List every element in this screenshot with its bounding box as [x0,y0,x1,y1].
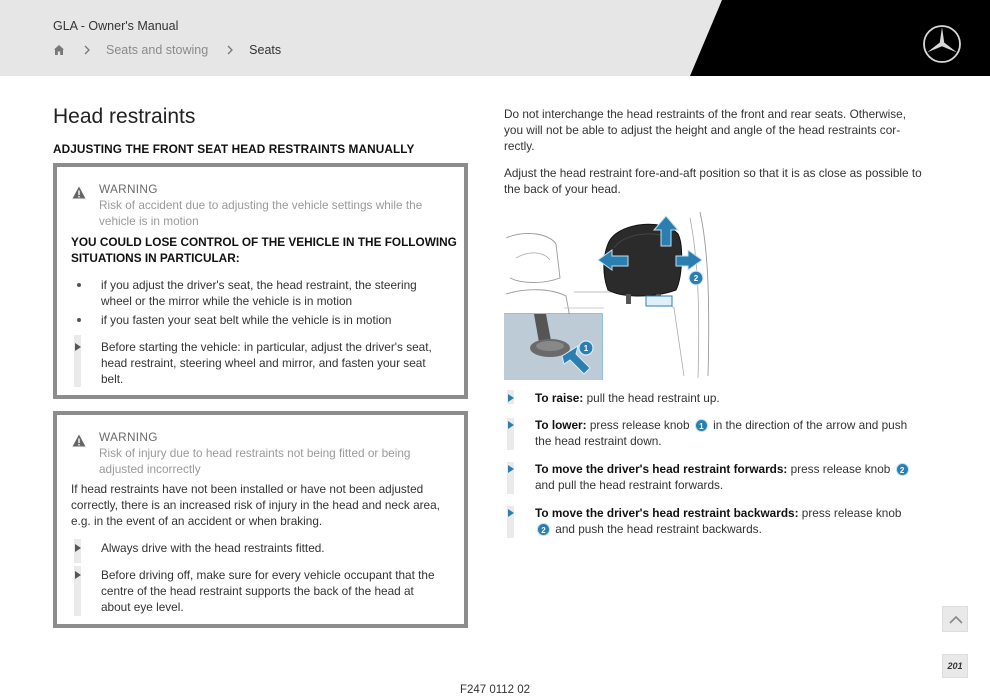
section-heading: ADJUSTING THE FRONT SEAT HEAD RESTRAINTS MANUALLY [53,142,415,156]
warning-label: WARNING [99,182,158,196]
bullet-icon [77,318,81,322]
warning-triangle-icon [72,434,86,447]
step-arrow-icon [508,421,514,429]
knob-2-badge: 2 [896,463,909,476]
list-item: if you adjust the driver's seat, the head restraint, the steering wheel or the mirror while the vehicle is in motion [101,278,417,308]
figure-code: F247 0112 02 [459,684,531,696]
warning-caps-heading: YOU COULD LOSE CONTROL OF THE VEHICLE IN THE FOLLOWING SITUATIONS IN PARTICULAR: [71,235,457,265]
chevron-up-icon [943,607,969,633]
step-arrow-icon [508,465,514,473]
warning-step: Before driving off, make sure for every vehicle occupant that the centre of the head restraint supports the back of the head at about eye level. [101,568,435,614]
mercedes-star-logo[interactable] [922,24,962,64]
step-arrow-icon [508,509,514,517]
knob-2-badge: 2 [537,523,550,536]
knob-1-badge: 1 [695,419,708,432]
figure-callout-1: 1 [583,344,589,353]
warning-triangle-icon [72,186,86,199]
step-lower: To lower: press release knob 1 in the direction of the arrow and push the head restraint down. [535,418,908,448]
step-arrow-icon [75,544,81,552]
warning-step: Before starting the vehicle: in particular, adjust the driver's seat, head restraint, steering wheel and mirror, and fasten your seat belt. [101,340,432,386]
step-move-forwards: To move the driver's head restraint forwards: press release knob 2 and pull the head restraint forwards. [535,461,920,493]
warning-step: Always drive with the head restraints fitted. [101,541,325,555]
breadcrumb [53,42,281,58]
page-number-badge[interactable]: 201 [942,654,968,678]
interchange-note: Do not interchange the head restraints of the front and rear seats. Otherwise, you will not be able to adjust the height and angle of the head restraints correctly. [504,107,906,153]
step-arrow-icon [75,571,81,579]
warning-label: WARNING [99,430,158,444]
step-raise: To raise: pull the head restraint up. [535,391,720,405]
step-arrow-icon [75,343,81,351]
warning-box-accident [53,163,468,399]
step-arrow-icon [508,394,514,402]
adjust-note: Adjust the head restraint fore-and-aft position so that it is as close as possible to the back of your head. [504,166,922,196]
page-title: Head restraints [53,105,196,128]
bullet-icon [77,283,81,287]
chevron-right-icon [226,45,234,55]
home-icon[interactable] [53,44,65,56]
step-move-backwards: To move the driver's head restraint backwards: press release knob 2 and push the head restraint backwards. [535,506,902,536]
warning-subtitle: Risk of injury due to head restraints not being fitted or being adjusted incorrectly [99,446,411,476]
warning-box-injury [53,411,468,628]
warning-subtitle: Risk of accident due to adjusting the vehicle settings while the vehicle is in motion [99,198,423,228]
manual-title: GLA - Owner's Manual [53,19,179,33]
warning-body: If head restraints have not been installed or have not been adjusted correctly, there is an increased risk of injury in the head and neck area, e.g. in the event of an accident or when braking. [71,482,440,528]
figure-callout-2: 2 [693,274,699,283]
head-restraint-illustration [504,208,712,380]
breadcrumb-seats: Seats [249,43,282,57]
breadcrumb-seats-and-stowing[interactable]: Seats and stowing [106,43,209,57]
list-item: if you fasten your seat belt while the vehicle is in motion [101,313,392,327]
scroll-to-top-button[interactable] [942,606,968,632]
chevron-right-icon [83,45,91,55]
